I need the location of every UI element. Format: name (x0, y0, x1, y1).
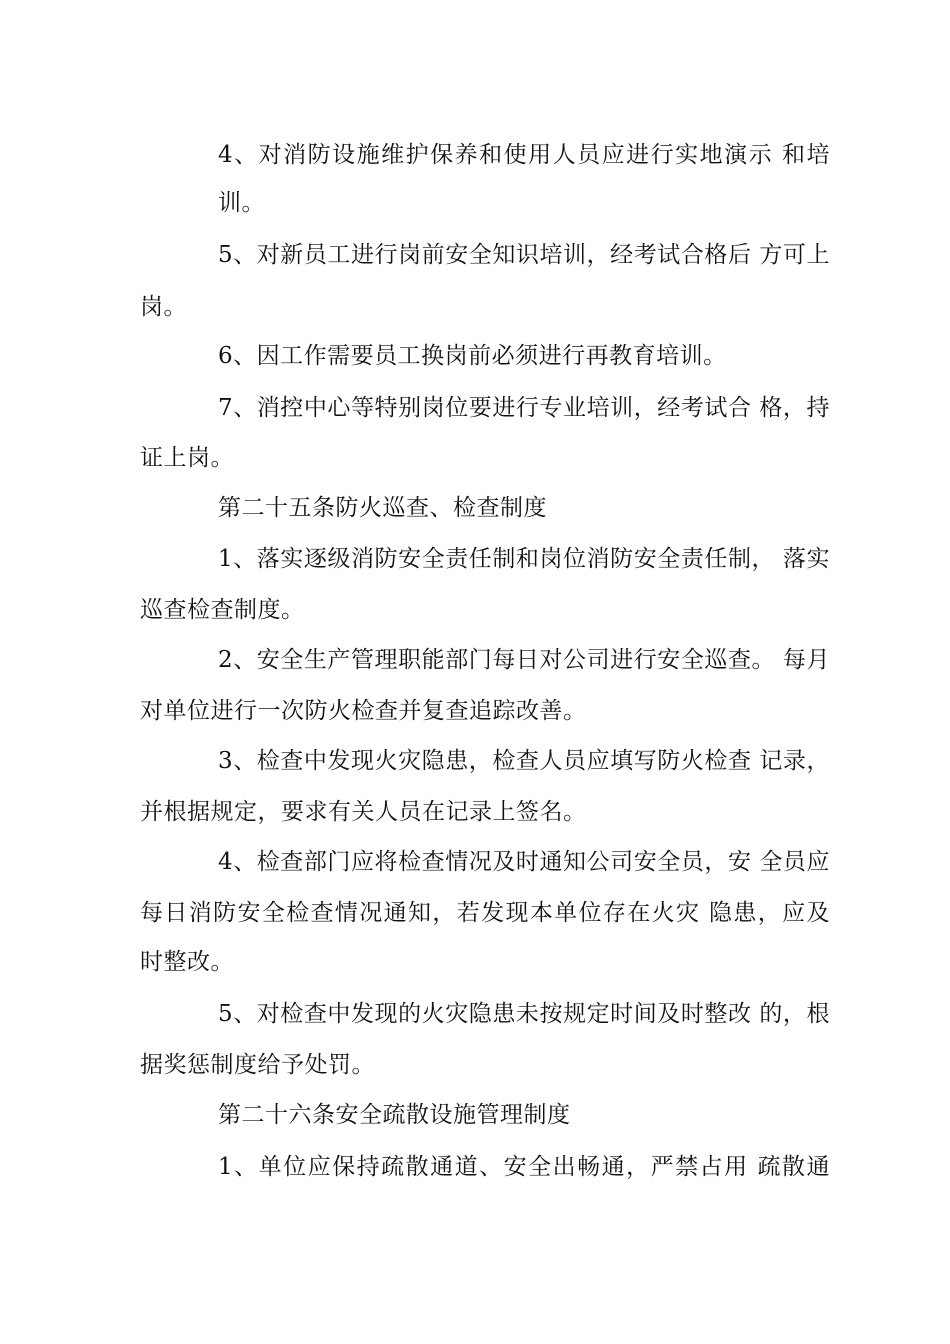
paragraph-line: 3、检查中发现火灾隐患，检查人员应填写防火检查 记录， (218, 748, 830, 774)
section-heading: 第二十六条安全疏散设施管理制度 (218, 1102, 571, 1128)
section-heading: 第二十五条防火巡查、检查制度 (218, 495, 547, 521)
paragraph-line: 1、单位应保持疏散通道、安全出畅通，严禁占用 疏散通 (218, 1154, 830, 1180)
paragraph-line: 巡查检查制度。 (140, 597, 305, 623)
paragraph-line: 4、对消防设施维护保养和使用人员应进行实地演示 和培 (218, 142, 830, 168)
paragraph-line: 4、检查部门应将检查情况及时通知公司安全员，安 全员应 (218, 849, 830, 875)
paragraph-line: 证上岗。 (140, 445, 234, 471)
paragraph-line: 5、对检查中发现的火灾隐患未按规定时间及时整改 的，根 (218, 1001, 830, 1027)
paragraph-line: 1、落实逐级消防安全责任制和岗位消防安全责任制， 落实 (218, 546, 830, 572)
paragraph-line: 时整改。 (140, 949, 234, 975)
paragraph-line: 据奖惩制度给予处罚。 (140, 1052, 375, 1078)
paragraph-line: 训。 (218, 190, 265, 216)
paragraph-line: 2、安全生产管理职能部门每日对公司进行安全巡查。 每月 (218, 647, 830, 673)
paragraph-line: 岗。 (140, 294, 187, 320)
paragraph-line: 并根据规定，要求有关人员在记录上签名。 (140, 799, 587, 825)
paragraph-line: 7、消控中心等特别岗位要进行专业培训，经考试合 格，持 (218, 395, 830, 421)
paragraph-line: 6、因工作需要员工换岗前必须进行再教育培训。 (218, 343, 727, 369)
paragraph-line: 每日消防安全检查情况通知，若发现本单位存在火灾 隐患，应及 (140, 900, 830, 926)
paragraph-line: 对单位进行一次防火检查并复查追踪改善。 (140, 698, 587, 724)
paragraph-line: 5、对新员工进行岗前安全知识培训，经考试合格后 方可上 (218, 242, 830, 268)
